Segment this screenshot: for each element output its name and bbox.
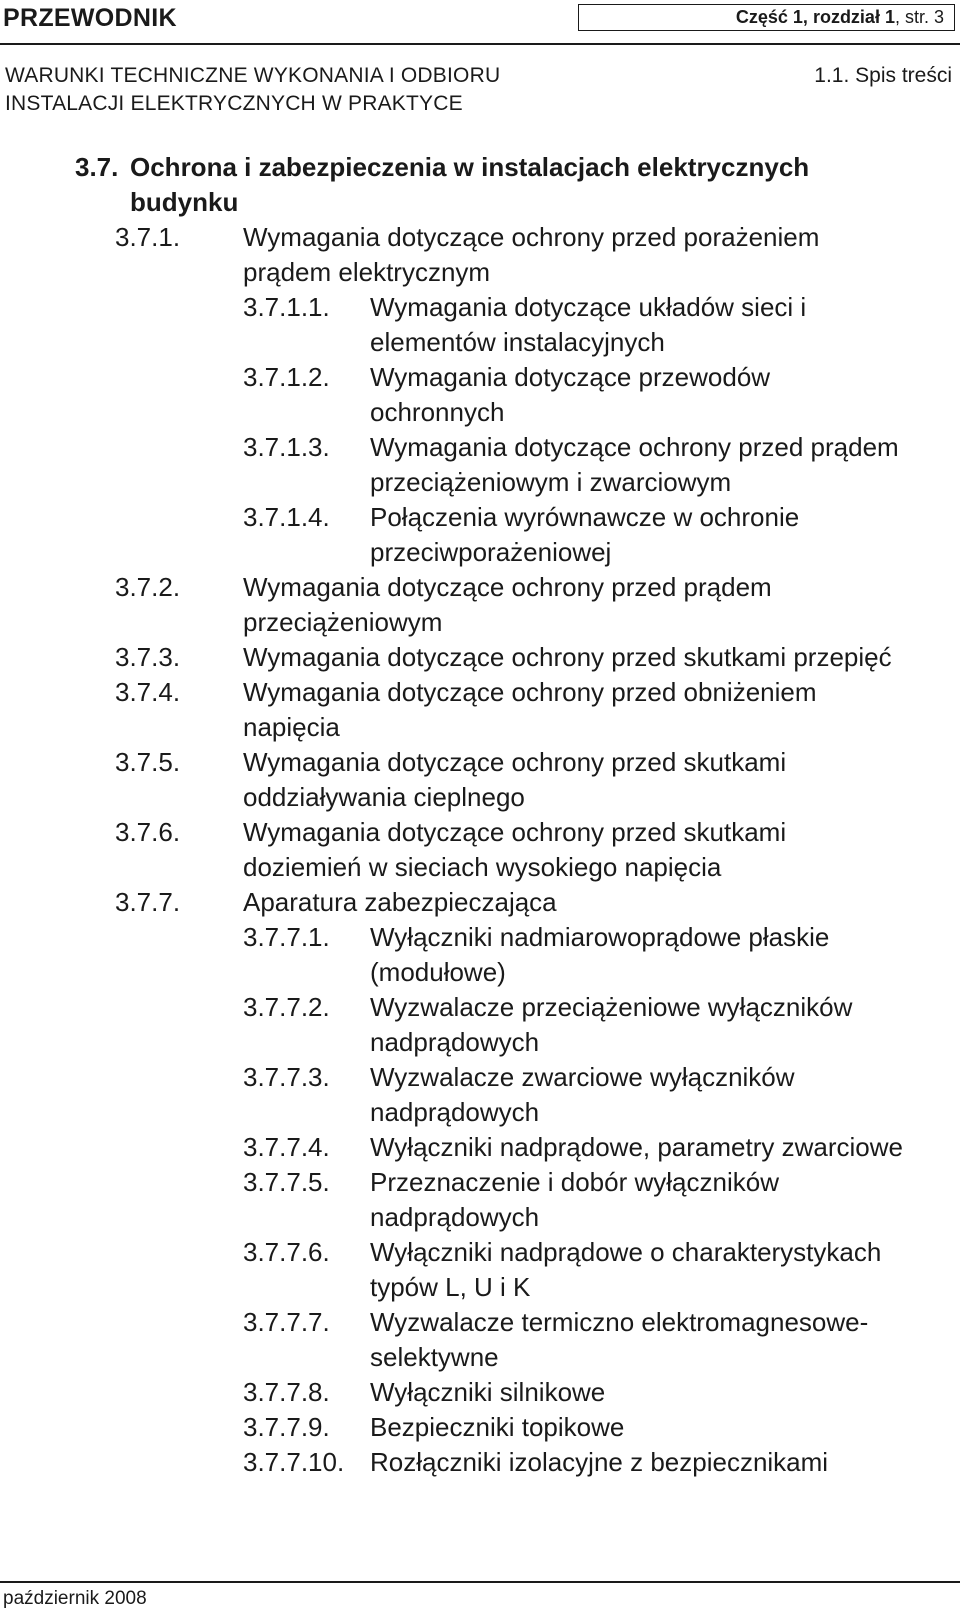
toc-entry-number: 3.7.1.2. <box>243 362 330 392</box>
toc-entry-title: Wyzwalacze zwarciowe wyłączników nadprądowych <box>370 1062 795 1127</box>
toc-entry <box>0 1235 960 1305</box>
toc-entry <box>0 1445 960 1480</box>
toc-entry-title: Aparatura zabezpieczająca <box>243 887 557 917</box>
toc-entry-title: Wymagania dotyczące ochrony przed skutkami przepięć <box>243 642 892 672</box>
toc-entry-title: Wyłączniki silnikowe <box>370 1377 606 1407</box>
toc-entry-title: Wymagania dotyczące ochrony przed prądem przeciążeniowym i zwarciowym <box>370 432 899 497</box>
toc-entry-number: 3.7.1.3. <box>243 432 330 462</box>
toc-entry <box>0 1130 960 1165</box>
toc-entry <box>0 1375 960 1410</box>
toc-entry <box>0 430 960 500</box>
toc-entry-number: 3.7.7.3. <box>243 1062 330 1092</box>
toc-entry-number: 3.7.7.9. <box>243 1412 330 1442</box>
toc-entry <box>0 885 960 920</box>
footer-date: październik 2008 <box>3 1588 147 1609</box>
toc-entry <box>0 745 960 815</box>
toc-entry-title: Wymagania dotyczące ochrony przed obniżeniem napięcia <box>243 677 817 742</box>
section-label: 1.1. Spis treści <box>814 64 952 87</box>
toc-entry-title: Wymagania dotyczące ochrony przed prądem przeciążeniowym <box>243 572 772 637</box>
toc-entry-number: 3.7.7.10. <box>243 1447 345 1477</box>
toc-entry-title: Wyłączniki nadprądowe o charakterystykach typów L, U i K <box>370 1237 882 1302</box>
toc-entry <box>0 640 960 675</box>
toc-entry-title: Wyłączniki nadprądowe, parametry zwarciowe <box>370 1132 903 1162</box>
page-footer <box>0 1581 960 1609</box>
toc-entry-number: 3.7.7.1. <box>243 922 330 952</box>
toc-entry-number: 3.7.7.4. <box>243 1132 330 1162</box>
toc-entry-number: 3.7.1.4. <box>243 502 330 532</box>
part-suffix: , str. 3 <box>894 7 944 27</box>
toc-entry-number: 3.7.7.8. <box>243 1377 330 1407</box>
toc-entry <box>0 1410 960 1445</box>
document-title-line-1: WARUNKI TECHNICZNE WYKONANIA I ODBIORU <box>5 64 501 87</box>
toc-entry-title: Rozłączniki izolacyjne z bezpiecznikami <box>370 1447 829 1477</box>
toc-entry-number: 3.7.1. <box>115 222 181 252</box>
toc-entry-title: Wymagania dotyczące ochrony przed porażeniem prądem elektrycznym <box>243 222 820 287</box>
toc-entry-title: Wymagania dotyczące przewodów ochronnych <box>370 362 771 427</box>
toc-entry <box>0 220 960 290</box>
toc-entry <box>0 1060 960 1130</box>
toc-entry-number: 3.7.7.7. <box>243 1307 330 1337</box>
part-prefix: Część 1, <box>735 7 813 27</box>
toc-entry-title: Przeznaczenie i dobór wyłączników nadprądowych <box>370 1167 779 1232</box>
toc-entry-number: 3.7.4. <box>115 677 181 707</box>
toc-entry <box>0 1165 960 1235</box>
toc-entry-title: Połączenia wyrównawcze w ochronie przeciwporażeniowej <box>370 502 800 567</box>
table-of-contents <box>0 150 960 1480</box>
toc-entry-number: 3.7.7.2. <box>243 992 330 1022</box>
part-reference-box <box>578 4 955 31</box>
toc-entry-number: 3.7. <box>75 152 119 182</box>
toc-entry-number: 3.7.3. <box>115 642 181 672</box>
toc-entry <box>0 290 960 360</box>
toc-entry-title: Wymagania dotyczące ochrony przed skutkami oddziaływania cieplnego <box>243 747 787 812</box>
toc-entry-number: 3.7.7.5. <box>243 1167 330 1197</box>
toc-entry-number: 3.7.2. <box>115 572 181 602</box>
toc-entry-title: Bezpieczniki topikowe <box>370 1412 625 1442</box>
toc-entry-title: Wyzwalacze przeciążeniowe wyłączników nadprądowych <box>370 992 853 1057</box>
toc-entry <box>0 990 960 1060</box>
toc-entry-title: Ochrona i zabezpieczenia w instalacjach elektrycznych budynku <box>130 152 810 217</box>
toc-entry <box>0 150 960 220</box>
part-chapter: rozdział 1 <box>812 7 895 27</box>
toc-entry-title: Wyzwalacze termiczno elektromagnesowe-selektywne <box>370 1307 869 1372</box>
toc-entry <box>0 500 960 570</box>
toc-entry <box>0 920 960 990</box>
toc-entry <box>0 570 960 640</box>
brand-title: PRZEWODNIK <box>3 4 177 32</box>
toc-entry <box>0 675 960 745</box>
toc-entry-number: 3.7.7. <box>115 887 181 917</box>
document-title <box>5 62 500 118</box>
toc-entry-title: Wymagania dotyczące ochrony przed skutkami doziemień w sieciach wysokiego napięcia <box>243 817 787 882</box>
toc-entry-number: 3.7.6. <box>115 817 181 847</box>
toc-entry-number: 3.7.1.1. <box>243 292 330 322</box>
toc-entry <box>0 1305 960 1375</box>
toc-entry-number: 3.7.5. <box>115 747 181 777</box>
toc-entry-title: Wyłączniki nadmiarowoprądowe płaskie (modułowe) <box>370 922 830 987</box>
toc-entry <box>0 815 960 885</box>
header-divider <box>0 43 960 45</box>
toc-entry-title: Wymagania dotyczące układów sieci i elementów instalacyjnych <box>370 292 807 357</box>
toc-entry <box>0 360 960 430</box>
toc-entry-number: 3.7.7.6. <box>243 1237 330 1267</box>
page-header <box>0 0 960 38</box>
document-title-line-2: INSTALACJI ELEKTRYCZNYCH W PRAKTYCE <box>5 92 463 115</box>
